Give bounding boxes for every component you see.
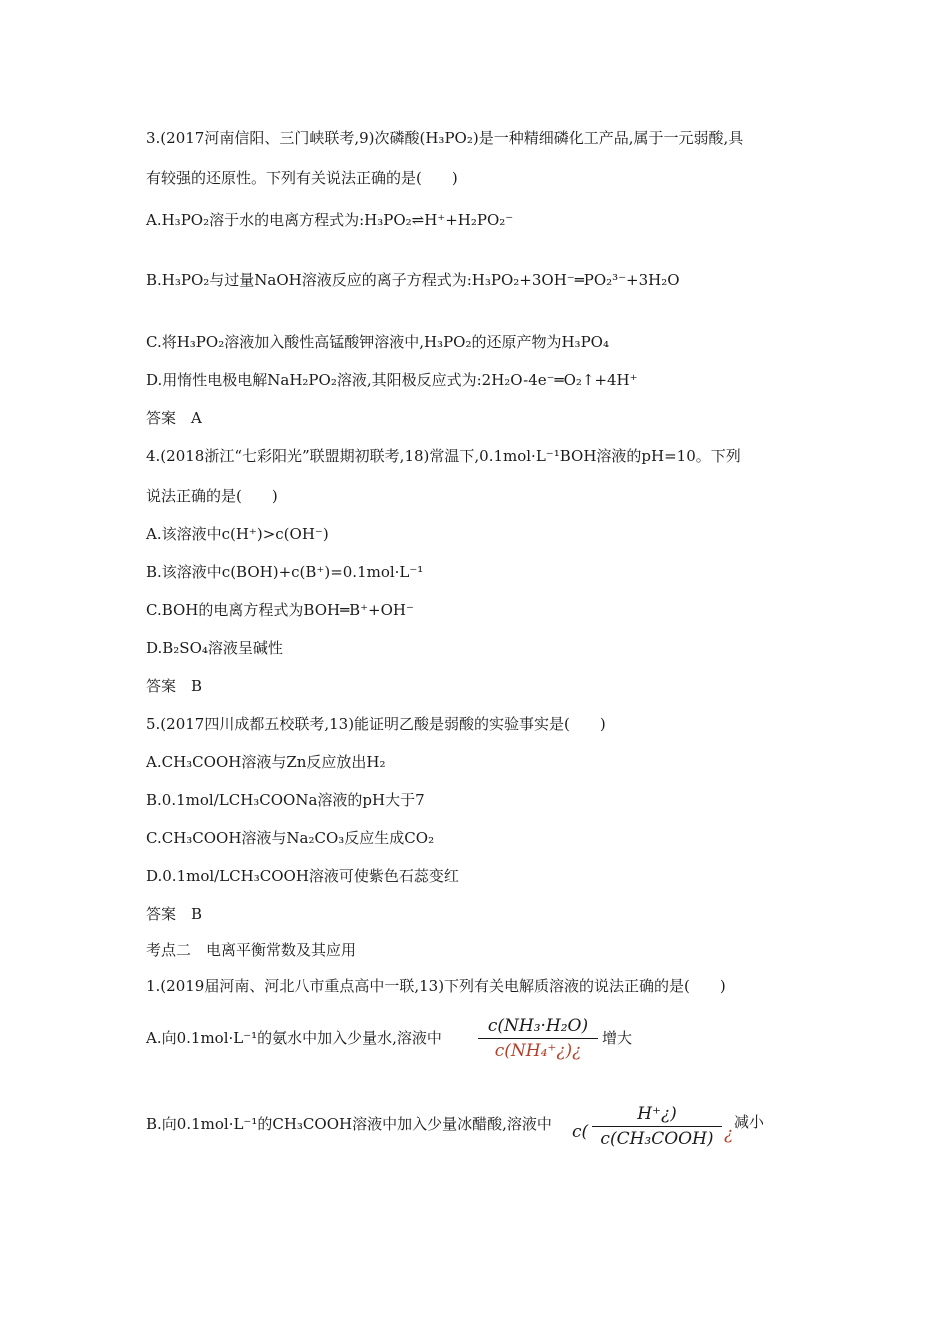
q3-option-d: D.用惰性电极电解NaH₂PO₂溶液,其阳极反应式为:2H₂O-4e⁻═O₂↑+4H⁺ xyxy=(146,371,638,389)
q4-stem-line1: 4.(2018浙江“七彩阳光”联盟期初联考,18)常温下,0.1mol·L⁻¹BOH溶液的pH=10。下列 xyxy=(146,447,741,465)
q3-stem-line2: 有较强的还原性。下列有关说法正确的是( ) xyxy=(146,169,458,187)
s1-option-b-fraction xyxy=(592,1104,722,1149)
q3-option-c: C.将H₃PO₂溶液加入酸性高锰酸钾溶液中,H₃PO₂的还原产物为H₃PO₄ xyxy=(146,333,609,351)
fraction-numerator: H⁺¿) xyxy=(637,1104,677,1124)
q5-option-a: A.CH₃COOH溶液与Zn反应放出H₂ xyxy=(146,753,386,771)
q3-answer: 答案 A xyxy=(146,409,202,427)
q5-stem: 5.(2017四川成都五校联考,13)能证明乙酸是弱酸的实验事实是( ) xyxy=(146,715,606,733)
q5-answer: 答案 B xyxy=(146,905,203,923)
q4-option-d: D.B₂SO₄溶液呈碱性 xyxy=(146,639,283,657)
q4-answer: 答案 B xyxy=(146,677,203,695)
fraction-numerator: c(NH₃·H₂O) xyxy=(487,1016,589,1036)
q3-option-a: A.H₃PO₂溶于水的电离方程式为:H₃PO₂⇌H⁺+H₂PO₂⁻ xyxy=(146,211,514,229)
s1-option-b-tail: 减小 xyxy=(734,1113,765,1131)
q5-option-b: B.0.1mol/LCH₃COONa溶液的pH大于7 xyxy=(146,791,425,809)
q3-option-b: B.H₃PO₂与过量NaOH溶液反应的离子方程式为:H₃PO₂+3OH⁻═PO₂³⁻+3H₂O xyxy=(146,271,680,289)
section-heading: 考点二 电离平衡常数及其应用 xyxy=(146,941,357,959)
q4-option-b: B.该溶液中c(BOH)+c(B⁺)=0.1mol·L⁻¹ xyxy=(146,563,424,581)
fraction-bar xyxy=(478,1038,598,1039)
s1-option-b-mark: ¿ xyxy=(724,1124,734,1144)
q5-option-d: D.0.1mol/LCH₃COOH溶液可使紫色石蕊变红 xyxy=(146,867,459,885)
fraction-denominator: c(CH₃COOH) xyxy=(600,1129,714,1149)
fraction-bar xyxy=(592,1126,722,1127)
q5-option-c: C.CH₃COOH溶液与Na₂CO₃反应生成CO₂ xyxy=(146,829,435,847)
s1-option-b-text: B.向0.1mol·L⁻¹的CH₃COOH溶液中加入少量冰醋酸,溶液中 xyxy=(146,1115,552,1133)
q4-stem-line2: 说法正确的是( ) xyxy=(146,487,278,505)
q3-stem-line1: 3.(2017河南信阳、三门峡联考,9)次磷酸(H₃PO₂)是一种精细磷化工产品,属于一元弱酸,具 xyxy=(146,129,744,147)
s1-stem: 1.(2019届河南、河北八市重点高中一联,13)下列有关电解质溶液的说法正确的是( ) xyxy=(146,977,726,995)
s1-option-a-tail: 增大 xyxy=(602,1029,633,1047)
fraction-denominator: c(NH₄⁺¿)¿ xyxy=(494,1041,582,1061)
s1-option-b-c: c( xyxy=(572,1122,589,1142)
s1-option-a-text: A.向0.1mol·L⁻¹的氨水中加入少量水,溶液中 xyxy=(146,1029,442,1047)
q4-option-c: C.BOH的电离方程式为BOH═B⁺+OH⁻ xyxy=(146,601,414,619)
q4-option-a: A.该溶液中c(H⁺)>c(OH⁻) xyxy=(146,525,329,543)
s1-option-a-fraction xyxy=(478,1016,598,1061)
